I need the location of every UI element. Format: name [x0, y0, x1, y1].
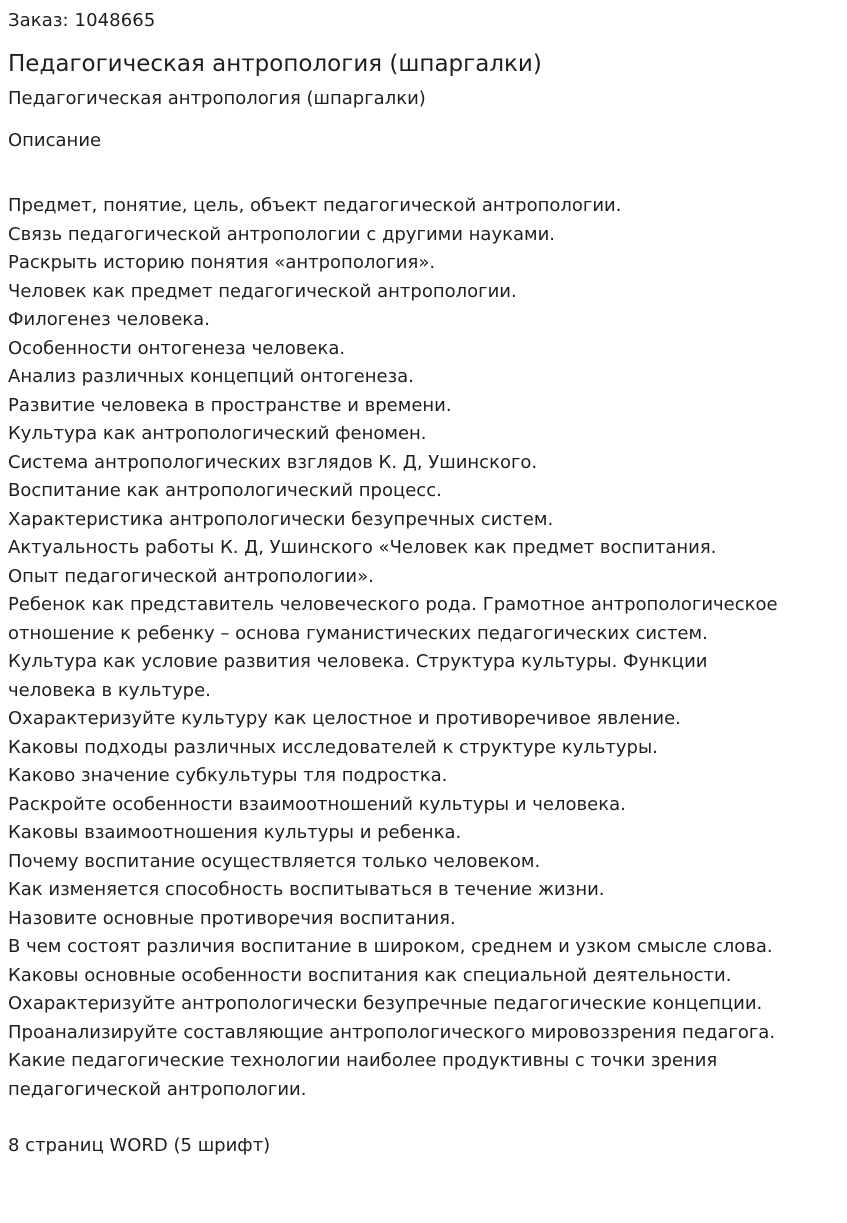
description-line: Назовите основные противоречия воспитания.: [8, 907, 456, 929]
description-line: Предмет, понятие, цель, объект педагогической антропологии.: [8, 195, 622, 216]
description-line: Развитие человека в пространстве и времени.: [8, 394, 452, 416]
description-line: педагогической антропологии.: [8, 1078, 307, 1100]
description-line: Человек как предмет педагогической антропологии.: [8, 280, 517, 302]
description-line: Как изменяется способность воспитываться в течение жизни.: [8, 879, 605, 900]
description-line: Опыт педагогической антропологии».: [8, 565, 374, 587]
description-line: Проанализируйте составляющие антропологического мировоззрения педагога.: [8, 1021, 776, 1043]
description-heading: Описание: [8, 130, 102, 151]
description-line: Ребенок как представитель человеческого рода. Грамотное антропологическое: [8, 594, 778, 615]
description-line: В чем состоят различия воспитание в широком, среднем и узком смысле слова.: [8, 936, 773, 957]
description-line: Особенности онтогенеза человека.: [8, 337, 346, 359]
description-line: Культура как условие развития человека. Структура культуры. Функции: [8, 651, 708, 672]
description-line: человека в культуре.: [8, 679, 211, 701]
description-line: Анализ различных концепций онтогенеза.: [8, 366, 414, 387]
description-line: Каковы взаимоотношения культуры и ребенка.: [8, 822, 462, 843]
description-line: Каково значение субкультуры тля подростка.: [8, 765, 448, 786]
description-line: Филогенез человека.: [8, 309, 210, 330]
page-title: Педагогическая антропология (шпаргалки): [8, 51, 542, 77]
description-line: Охарактеризуйте антропологически безупречные педагогические концепции.: [8, 993, 763, 1014]
description-line: Связь педагогической антропологии с другими науками.: [8, 223, 556, 245]
description-line: Культура как антропологический феномен.: [8, 423, 427, 444]
description-line: Актуальность работы К. Д, Ушинского «Человек как предмет воспитания.: [8, 537, 717, 558]
description-line: Каковы подходы различных исследователей к структуре культуры.: [8, 736, 658, 758]
page-subtitle: Педагогическая антропология (шпаргалки): [8, 88, 426, 109]
order-number: Заказ: 1048665: [8, 10, 156, 31]
description-line: Раскройте особенности взаимоотношений культуры и человека.: [8, 793, 626, 815]
description-line: Какие педагогические технологии наиболее продуктивны с точки зрения: [8, 1050, 718, 1071]
description-line: Охарактеризуйте культуру как целостное и противоречивое явление.: [8, 708, 681, 729]
description-line: Воспитание как антропологический процесс.: [8, 480, 442, 501]
description-line: Почему воспитание осуществляется только человеком.: [8, 850, 541, 872]
page-count-note: 8 страниц WORD (5 шрифт): [8, 1135, 271, 1156]
description-lines: [8, 192, 839, 1104]
description-line: Раскрыть историю понятия «антропология».: [8, 252, 436, 273]
description-line: отношение к ребенку – основа гуманистических педагогических систем.: [8, 622, 708, 644]
description-line: Характеристика антропологически безупречных систем.: [8, 508, 554, 530]
description-line: Система антропологических взглядов К. Д, Ушинского.: [8, 451, 538, 473]
description-line: Каковы основные особенности воспитания как специальной деятельности.: [8, 964, 732, 986]
